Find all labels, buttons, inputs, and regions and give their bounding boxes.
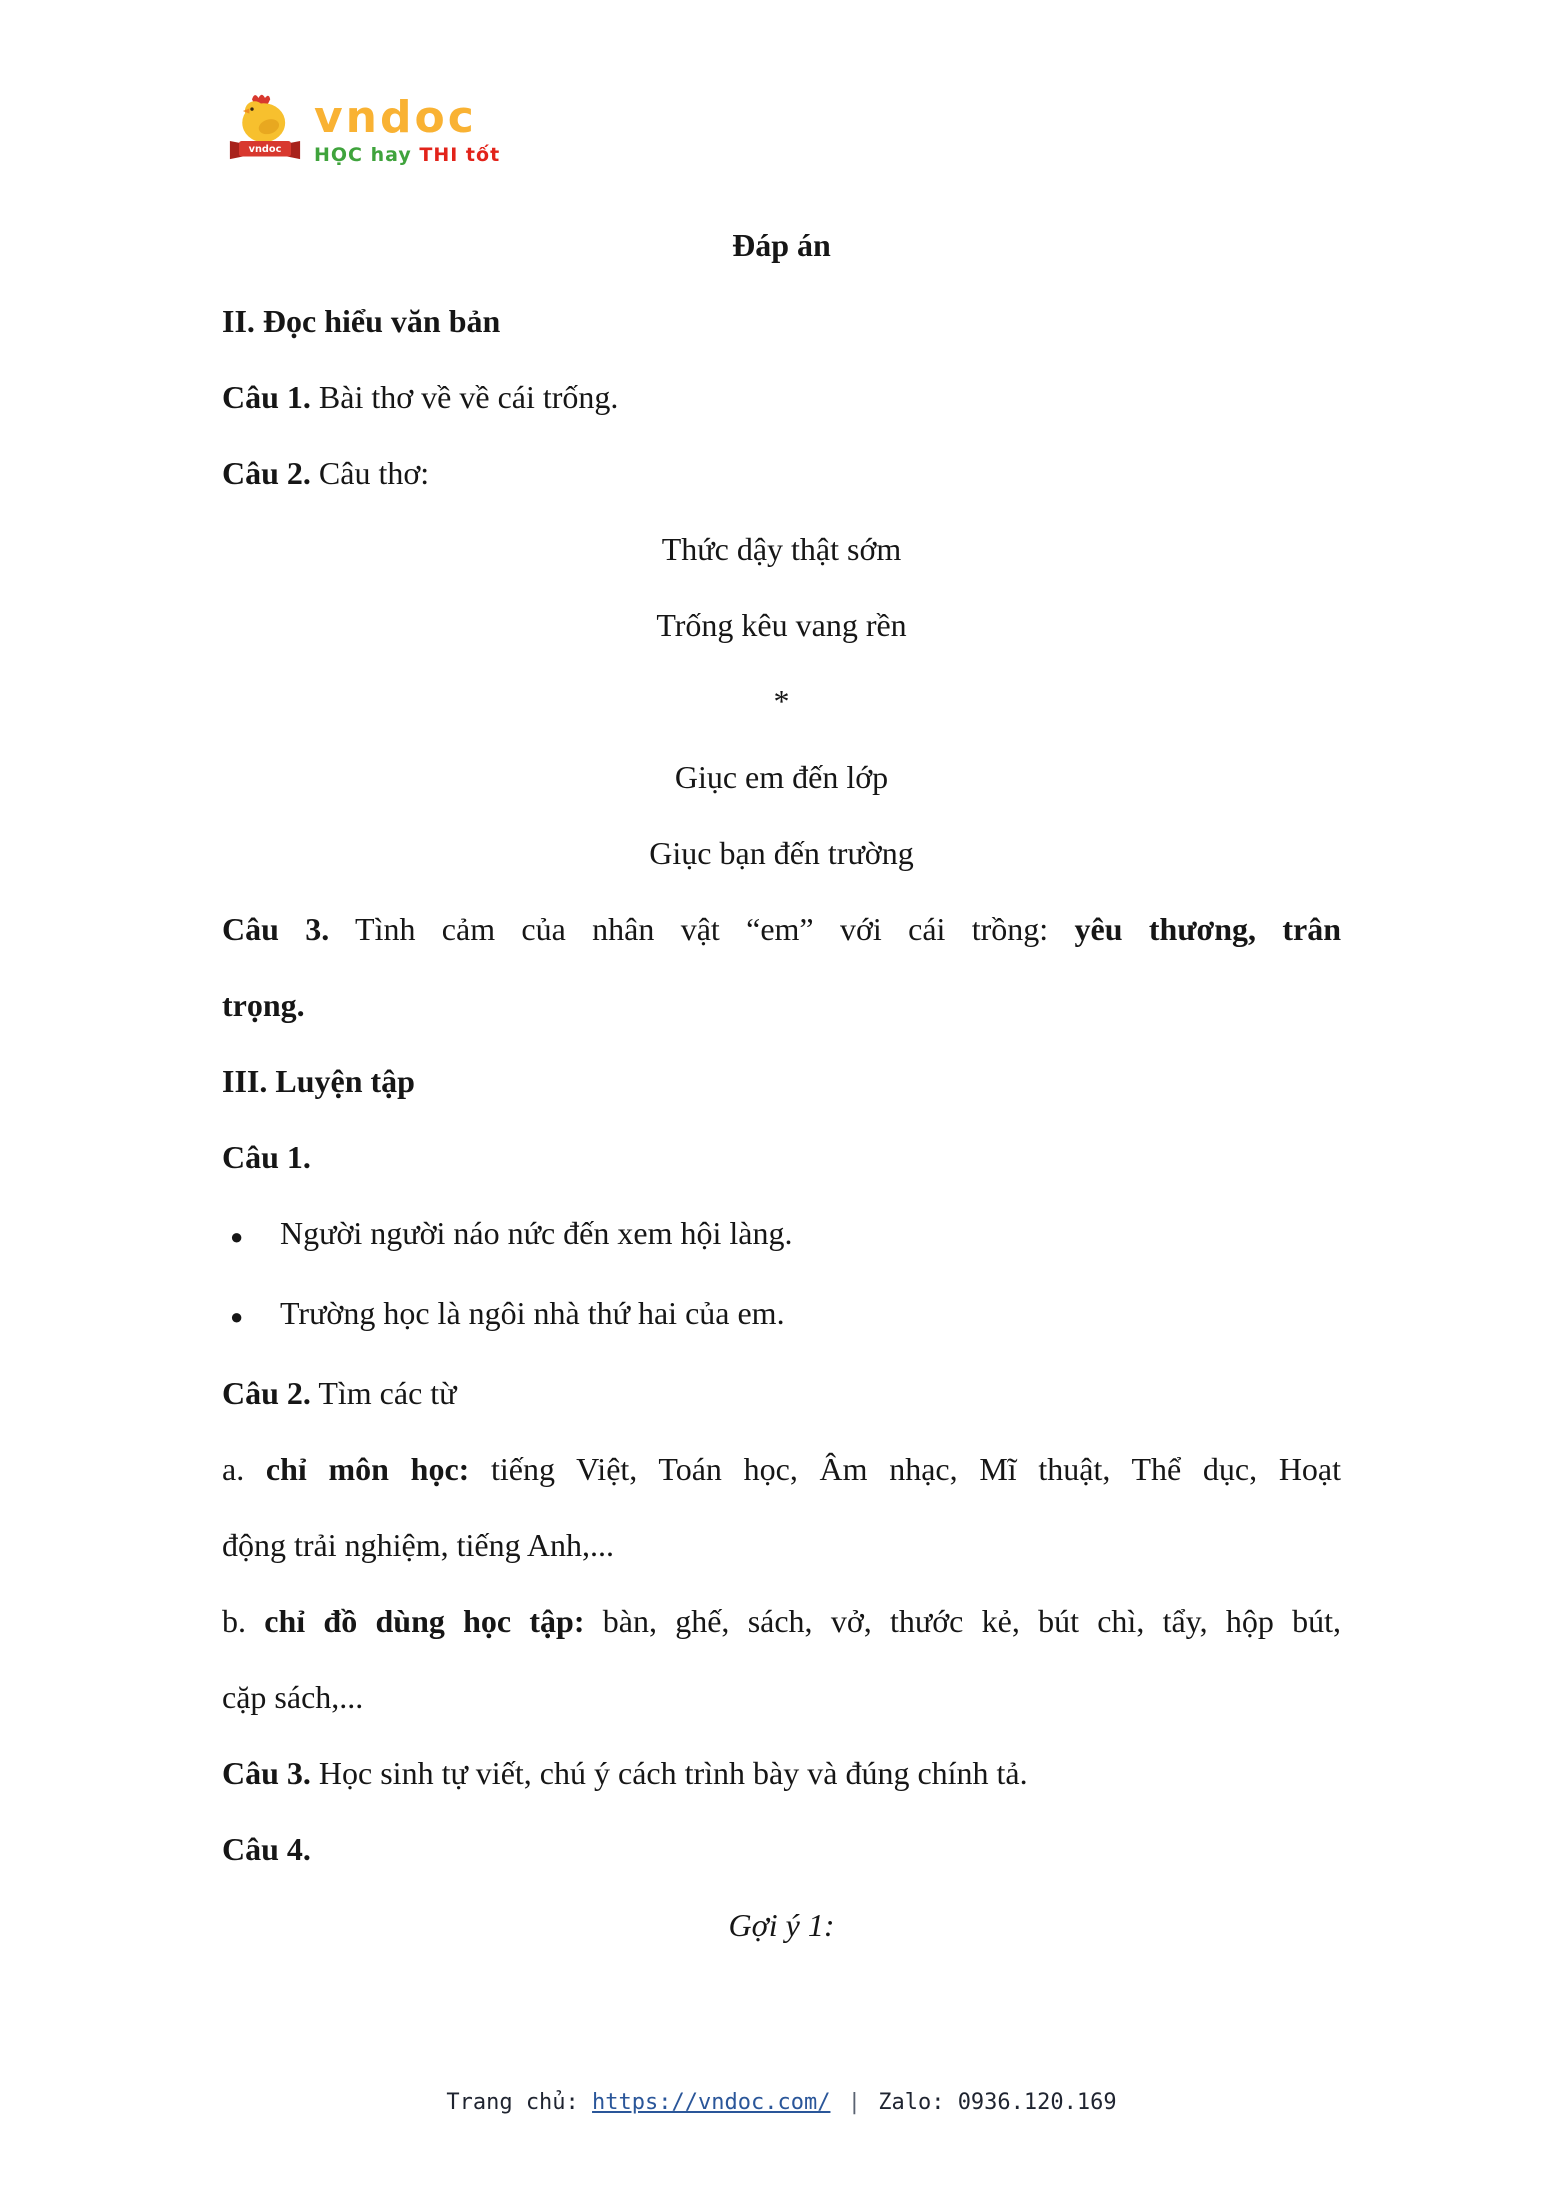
answer-cau3-line1 [222, 891, 1341, 967]
poem-line-1: Thức dậy thật sớm [661, 531, 902, 567]
answer-cau3-line2: trọng. [222, 987, 305, 1023]
cau1-label: Câu 1. [222, 379, 311, 415]
cau2-label: Câu 2. [222, 1375, 311, 1411]
footer-separator: | [847, 2090, 861, 2115]
exercise-cau4-label: Câu 4. [222, 1831, 311, 1867]
a-label: a. [222, 1451, 245, 1487]
answer-cau2 [222, 435, 1341, 511]
footer-zalo: Zalo: 0936.120.169 [878, 2090, 1117, 2115]
list-item-text: Trường học là ngôi nhà thứ hai của em. [280, 1295, 785, 1331]
answer-b-line1 [222, 1583, 1341, 1659]
chicken-mascot-icon [226, 90, 304, 162]
b-bold-label: chỉ đồ dùng học tập: [264, 1603, 585, 1639]
cau1-text: Bài thơ về về cái trống. [318, 379, 619, 415]
answer-a-line1 [222, 1431, 1341, 1507]
logo-text [314, 90, 500, 165]
page-title: Đáp án [732, 227, 831, 263]
answer-a-line2: động trải nghiệm, tiếng Anh,... [222, 1527, 614, 1563]
cau3-text: Học sinh tự viết, chú ý cách trình bày và đúng chính tả. [318, 1755, 1028, 1791]
vndoc-logo [226, 90, 500, 165]
exercise-cau1-label: Câu 1. [222, 1139, 311, 1175]
heading-section-iii: III. Luyện tập [222, 1063, 415, 1099]
cau2-text: Câu thơ: [318, 455, 430, 491]
list-item [222, 1195, 1341, 1275]
heading-section-ii: II. Đọc hiểu văn bản [222, 303, 501, 339]
poem-line-2: Trống kêu vang rền [656, 607, 907, 643]
list-item [222, 1275, 1341, 1355]
cau3-text: Tình cảm của nhân vật “em” với cái trồng: [355, 911, 1049, 947]
cau2-text: Tìm các từ [318, 1375, 457, 1411]
suggestion-heading: Gợi ý 1: [728, 1907, 835, 1943]
b-text: bàn, ghế, sách, vở, thước kẻ, bút chì, tẩy, hộp bút, [602, 1603, 1342, 1639]
homepage-link[interactable]: https://vndoc.com/ [592, 2090, 831, 2115]
answer-cau1 [222, 359, 1341, 435]
footer-home-label: Trang chủ: [446, 2090, 579, 2115]
a-bold-label: chỉ môn học: [265, 1451, 470, 1487]
poem-line-4: Giục bạn đến trường [649, 835, 914, 871]
logo-tagline [314, 146, 500, 165]
page-footer [0, 2086, 1563, 2120]
tagline-green: HỌC hay [314, 144, 412, 166]
b-label: b. [222, 1603, 246, 1639]
list-item-text: Người người náo nức đến xem hội làng. [280, 1215, 793, 1251]
answer-b-line2: cặp sách,... [222, 1679, 364, 1715]
a-text: tiếng Việt, Toán học, Âm nhạc, Mĩ thuật, Thể dục, Hoạt [491, 1451, 1342, 1487]
poem-line-3: Giục em đến lớp [674, 759, 889, 795]
cau3-label: Câu 3. [222, 911, 330, 947]
logo-wordmark: vndoc [314, 92, 477, 143]
cau3-label: Câu 3. [222, 1755, 311, 1791]
exercise-cau3 [222, 1735, 1341, 1811]
cau2-label: Câu 2. [222, 455, 311, 491]
logo-banner-text: vndoc [248, 144, 282, 155]
exercise-cau2 [222, 1355, 1341, 1431]
bullet-icon: ● [230, 1304, 244, 1329]
cau3-answer-bold: yêu thương, trân [1074, 911, 1342, 947]
poem-separator: * [773, 683, 790, 719]
tagline-red: THI tốt [419, 144, 501, 166]
bullet-icon: ● [230, 1224, 244, 1249]
